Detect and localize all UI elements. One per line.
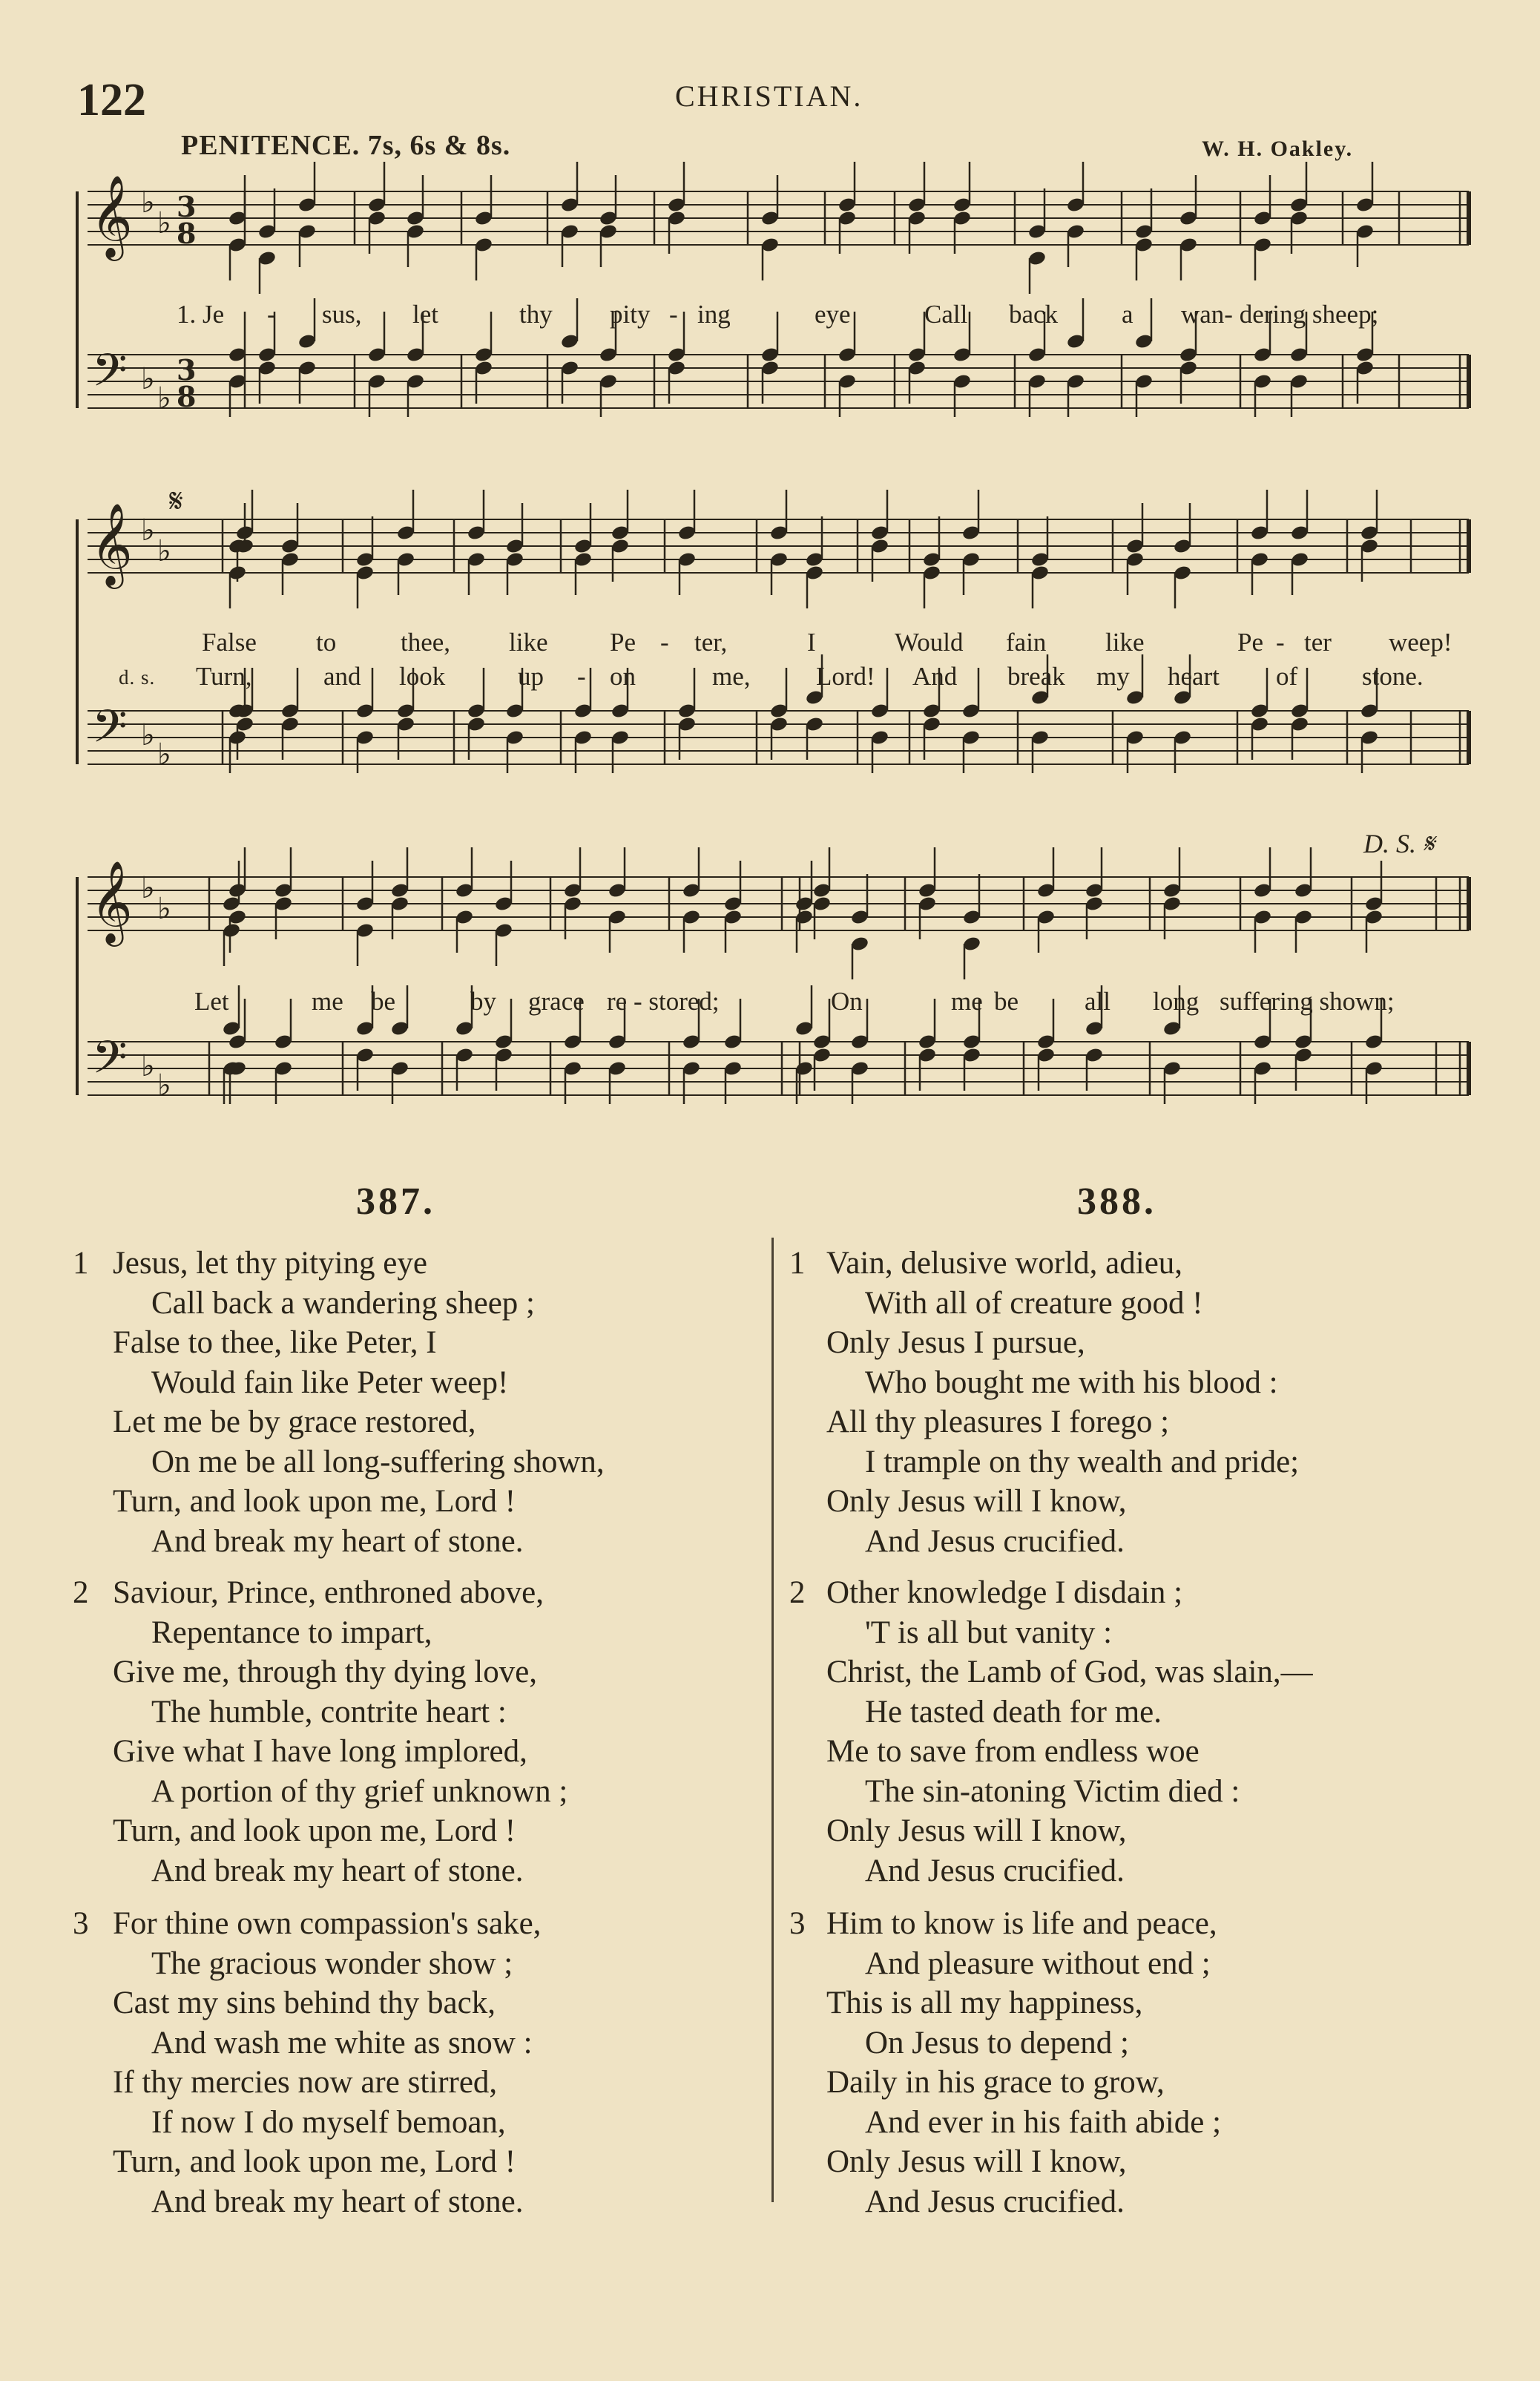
- verse-line: Saviour, Prince, enthroned above,: [113, 1575, 544, 1610]
- lyric-syllable: to: [316, 628, 337, 657]
- lyric-syllable: -: [577, 662, 586, 691]
- verse-number: 2: [789, 1575, 806, 1610]
- verse-line: Turn, and look upon me, Lord !: [113, 1813, 516, 1848]
- verse-line: Daily in his grace to grow,: [826, 2065, 1165, 2100]
- lyric-syllable: grace: [528, 987, 585, 1016]
- verse-line: I trample on thy wealth and pride;: [865, 1444, 1300, 1479]
- verse-line: Me to save from endless woe: [826, 1734, 1200, 1769]
- verse-line: Let me be by grace restored,: [113, 1405, 476, 1439]
- lyric-syllable: weep!: [1389, 628, 1452, 657]
- lyric-syllable: break: [1007, 662, 1065, 691]
- lyric-syllable: me: [312, 987, 343, 1016]
- bass-clef-icon: 𝄢: [92, 344, 128, 408]
- lyric-syllable: 1. Je: [177, 300, 225, 329]
- flat-sign-icon: ♭: [157, 381, 171, 416]
- lyric-syllable: -: [669, 300, 678, 329]
- composer: W. H. Oakley.: [1202, 137, 1354, 161]
- verse-number: 3: [789, 1906, 806, 1941]
- verse-line: The humble, contrite heart :: [151, 1694, 507, 1730]
- time-signature-bottom: 8: [177, 380, 197, 413]
- flat-sign-icon: ♭: [157, 738, 171, 772]
- flat-sign-icon: ♭: [157, 1068, 171, 1103]
- lyric-syllable: -: [660, 628, 669, 657]
- lyric-syllable: wan- dering sheep;: [1181, 300, 1379, 329]
- lyric-syllable: Would: [895, 628, 964, 657]
- lyric-syllable: re - stored;: [607, 987, 720, 1016]
- verse-line: Cast my sins behind thy back,: [113, 1986, 496, 2020]
- time-signature-bottom: 8: [177, 217, 197, 250]
- verse-line: On me be all long-suffering shown,: [151, 1444, 605, 1479]
- lyric-syllable: me,: [712, 662, 751, 691]
- lyric-syllable: pity: [610, 300, 651, 329]
- lyric-syllable: on: [610, 662, 636, 691]
- verse-line: He tasted death for me.: [865, 1694, 1162, 1730]
- flat-sign-icon: ♭: [141, 871, 155, 905]
- flat-sign-icon: ♭: [141, 1049, 155, 1083]
- time-signature-top: 3: [177, 353, 197, 387]
- verse-line: Him to know is life and peace,: [826, 1906, 1217, 1941]
- verse-line: Jesus, let thy pitying eye: [113, 1246, 427, 1281]
- verse-line: Who bought me with his blood :: [865, 1364, 1278, 1400]
- verse-line: And break my heart of stone.: [151, 1853, 524, 1888]
- lyric-syllable: False: [202, 628, 257, 657]
- lyric-syllable: And: [912, 662, 958, 691]
- lyric-syllable: let: [412, 300, 438, 329]
- verse-line: 'T is all but vanity :: [865, 1615, 1113, 1650]
- lyric-syllable: -: [267, 300, 276, 329]
- lyric-syllable: sus,: [322, 300, 362, 329]
- verse-line: False to thee, like Peter, I: [113, 1325, 437, 1360]
- lyric-syllable: ing: [697, 300, 731, 329]
- verse-line: And pleasure without end ;: [865, 1945, 1211, 1981]
- flat-sign-icon: ♭: [157, 534, 171, 568]
- verse-line: Turn, and look upon me, Lord !: [113, 2144, 516, 2179]
- lyric-syllable: thee,: [401, 628, 451, 657]
- lyric-syllable: Call: [924, 300, 968, 329]
- verse-line: And wash me white as snow :: [151, 2025, 533, 2060]
- lyric-syllable: Turn,: [196, 662, 252, 691]
- lyric-syllable: fain: [1006, 628, 1047, 657]
- page-number: 122: [77, 75, 146, 125]
- lyric-syllable: me: [951, 987, 983, 1016]
- verse-line: Only Jesus I pursue,: [826, 1325, 1085, 1360]
- treble-clef-icon: 𝄞: [91, 502, 133, 585]
- verse-line: Turn, and look upon me, Lord !: [113, 1484, 516, 1519]
- lyric-syllable: ter,: [694, 628, 728, 657]
- verse-line: And break my heart of stone.: [151, 2184, 524, 2219]
- verse-number: 1: [789, 1246, 806, 1281]
- verse-line: If thy mercies now are stirred,: [113, 2065, 498, 2100]
- running-head: CHRISTIAN.: [675, 79, 863, 113]
- flat-sign-icon: ♭: [141, 185, 155, 220]
- lyric-syllable: Pe: [1237, 628, 1263, 657]
- lyric-syllable: thy: [519, 300, 553, 329]
- verse-line: And Jesus crucified.: [865, 2184, 1125, 2219]
- lyric-syllable: of: [1276, 662, 1298, 691]
- verse-line: The gracious wonder show ;: [151, 1945, 513, 1981]
- lyric-syllable: I: [807, 628, 816, 657]
- verse-line: Call back a wandering sheep ;: [151, 1285, 536, 1321]
- verse-number: 3: [73, 1906, 89, 1941]
- lyric-syllable: suffering shown;: [1220, 987, 1395, 1016]
- column-divider: [771, 1238, 774, 2202]
- verse-line: Christ, the Lamb of God, was slain,—: [826, 1655, 1313, 1689]
- lyric-syllable: by: [470, 987, 496, 1016]
- verse-line: And ever in his faith abide ;: [865, 2104, 1222, 2140]
- verse-line: The sin-atoning Victim died :: [865, 1773, 1240, 1809]
- treble-clef-icon: 𝄞: [91, 860, 133, 943]
- verse-line: Would fain like Peter weep!: [151, 1364, 509, 1400]
- lyric-syllable: like: [509, 628, 548, 657]
- lyric-syllable: Pe: [610, 628, 636, 657]
- verse-line: Vain, delusive world, adieu,: [826, 1246, 1183, 1281]
- music-notation: [0, 0, 1540, 1143]
- flat-sign-icon: ♭: [141, 362, 155, 396]
- lyric-syllable: be: [371, 987, 396, 1016]
- ds-prefix: d. s.: [119, 666, 156, 689]
- lyric-syllable: my: [1096, 662, 1130, 691]
- verse-line: Repentance to impart,: [151, 1615, 432, 1650]
- lyric-syllable: look: [399, 662, 446, 691]
- verse-line: A portion of thy grief unknown ;: [151, 1773, 568, 1809]
- verse-line: All thy pleasures I forego ;: [826, 1405, 1170, 1439]
- tune-name: PENITENCE. 7s, 6s & 8s.: [181, 130, 511, 161]
- verse-line: And Jesus crucified.: [865, 1523, 1125, 1559]
- treble-clef-icon: 𝄞: [91, 174, 133, 257]
- lyric-syllable: On: [831, 987, 863, 1016]
- verse-line: And Jesus crucified.: [865, 1853, 1125, 1888]
- ds-marking: D. S. 𝄋: [1363, 829, 1435, 858]
- lyric-syllable: ter: [1304, 628, 1332, 657]
- verse-number: 1: [73, 1246, 89, 1281]
- lyric-syllable: stone.: [1362, 662, 1424, 691]
- hymn-number-388: 388.: [1077, 1180, 1156, 1223]
- flat-sign-icon: ♭: [141, 513, 155, 548]
- verse-line: Give me, through thy dying love,: [113, 1655, 538, 1689]
- lyric-syllable: heart: [1168, 662, 1220, 691]
- lyric-syllable: be: [994, 987, 1019, 1016]
- verse-line: On Jesus to depend ;: [865, 2025, 1129, 2060]
- lyric-syllable: back: [1009, 300, 1059, 329]
- hymn-number-387: 387.: [356, 1180, 435, 1223]
- verse-line: If now I do myself bemoan,: [151, 2104, 506, 2140]
- flat-sign-icon: ♭: [141, 718, 155, 752]
- verse-line: Give what I have long implored,: [113, 1734, 527, 1769]
- bass-clef-icon: 𝄢: [92, 700, 128, 764]
- lyric-syllable: long: [1153, 987, 1200, 1016]
- flat-sign-icon: ♭: [157, 206, 171, 240]
- verse-number: 2: [73, 1575, 89, 1610]
- verse-line: This is all my happiness,: [826, 1986, 1143, 2020]
- lyric-syllable: like: [1105, 628, 1145, 657]
- lyric-syllable: -: [1276, 628, 1285, 657]
- lyric-syllable: a: [1122, 300, 1133, 329]
- verse-line: Only Jesus will I know,: [826, 1484, 1127, 1519]
- time-signature-top: 3: [177, 190, 197, 223]
- verse-line: Other knowledge I disdain ;: [826, 1575, 1183, 1610]
- flat-sign-icon: ♭: [157, 892, 171, 926]
- verse-line: Only Jesus will I know,: [826, 2144, 1127, 2179]
- lyric-syllable: eye: [815, 300, 851, 329]
- verse-line: For thine own compassion's sake,: [113, 1906, 542, 1941]
- lyric-syllable: Lord!: [816, 662, 875, 691]
- segno-icon: 𝄋: [169, 482, 183, 520]
- lyric-syllable: all: [1085, 987, 1110, 1016]
- lyric-syllable: Let: [194, 987, 229, 1016]
- verse-line: With all of creature good !: [865, 1285, 1203, 1321]
- lyric-syllable: up: [518, 662, 544, 691]
- lyric-syllable: and: [323, 662, 361, 691]
- verse-line: Only Jesus will I know,: [826, 1813, 1127, 1848]
- bass-clef-icon: 𝄢: [92, 1031, 128, 1095]
- verse-line: And break my heart of stone.: [151, 1523, 524, 1559]
